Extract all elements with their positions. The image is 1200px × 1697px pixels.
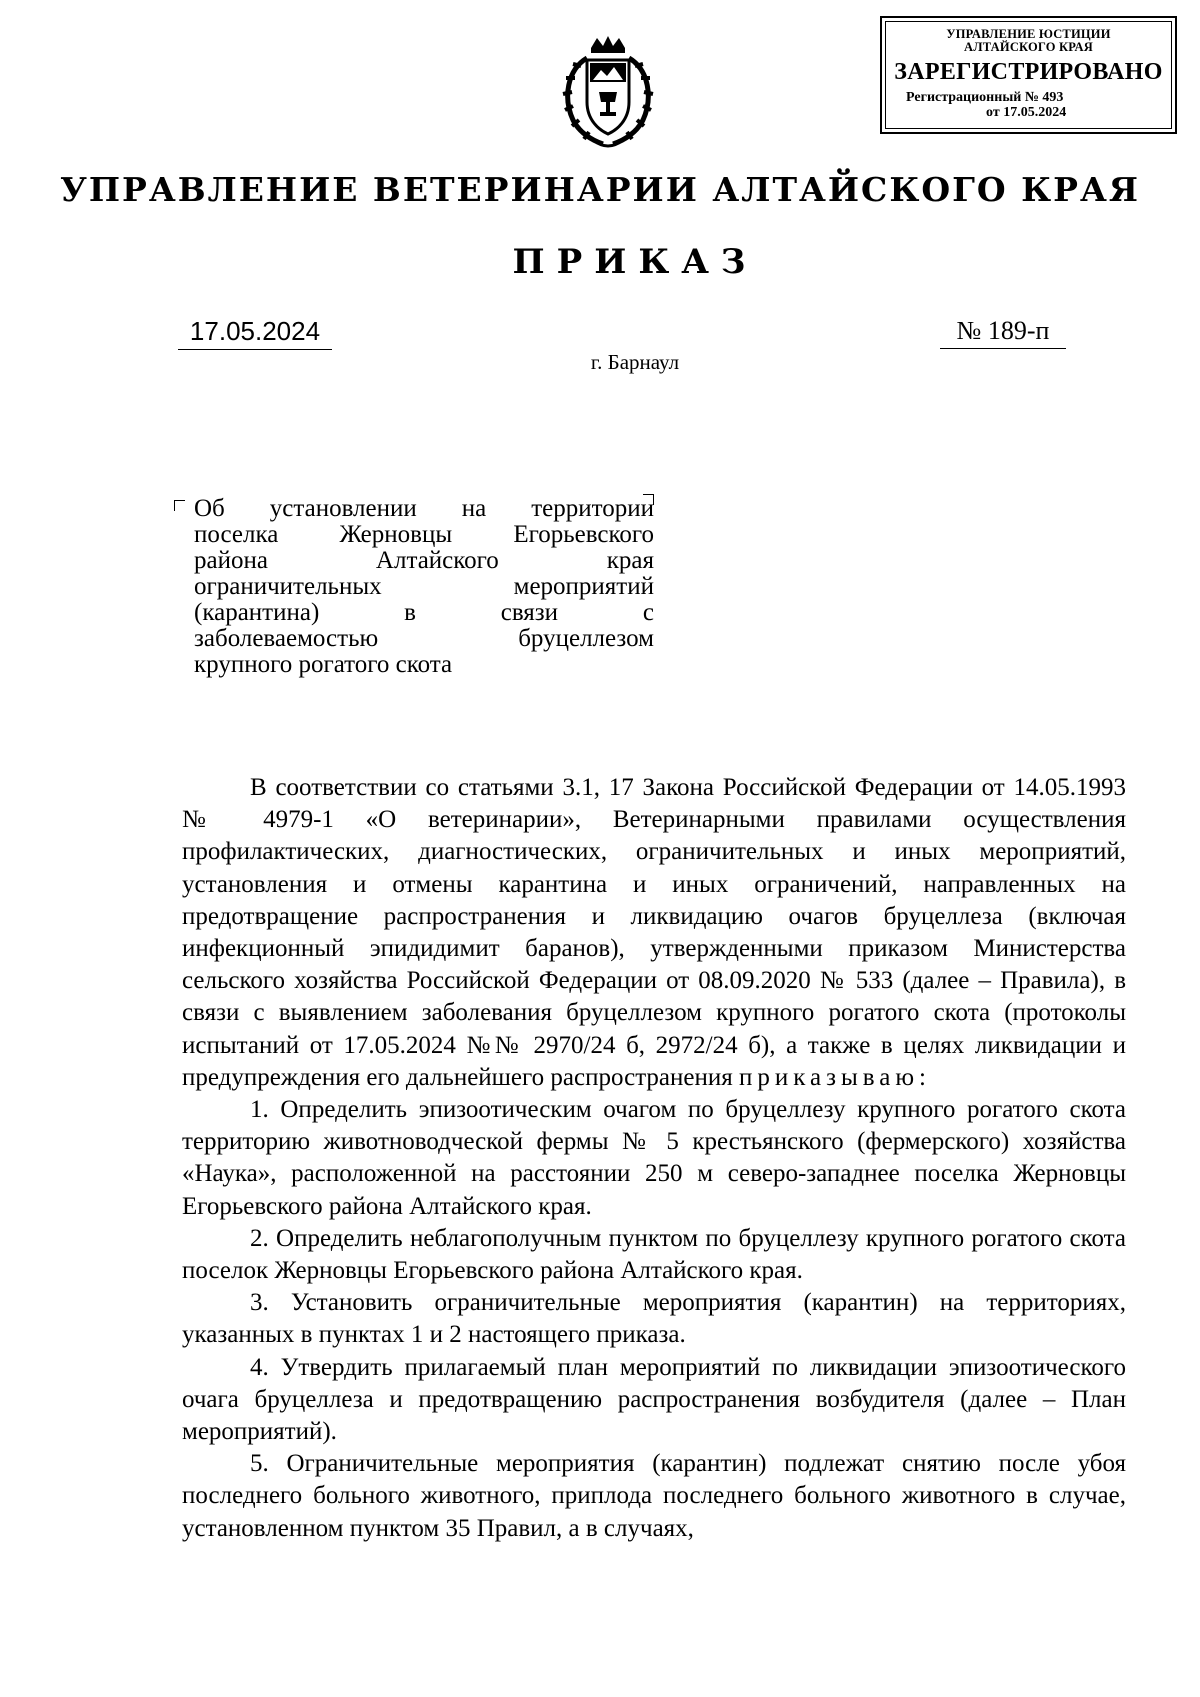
preamble-paragraph xyxy=(182,772,1126,1094)
stamp-org-line2: АЛТАЙСКОГО КРАЯ xyxy=(964,40,1093,55)
stamp-status: ЗАРЕГИСТРИРОВАНО xyxy=(894,59,1163,86)
order-item-5: 5. Ограничительные мероприятия (карантин) подлежат снятию после убоя последнего больного животного, приплода последнего больного животного в случае, установленном пунктом 35 Правил, а в случаях, xyxy=(182,1450,1126,1542)
document-date: 17.05.2024 xyxy=(178,316,332,350)
order-item-1: 1. Определить эпизоотическим очагом по бруцеллезу крупного рогатого скота территорию животноводческой фермы № 5 крестьянского (фермерского) хозяйства «Наука», расположенной на расстоянии 250 м северо-западнее поселка Жерновцы Егорьевского района Алтайского края. xyxy=(182,1096,1126,1220)
order-item-3: 3. Установить ограничительные мероприятия (карантин) на территориях, указанных в пунктах 1 и 2 настоящего приказа. xyxy=(182,1289,1126,1349)
stamp-org-line1: УПРАВЛЕНИЕ ЮСТИЦИИ xyxy=(946,27,1111,41)
agency-name: УПРАВЛЕНИЕ ВЕТЕРИНАРИИ АЛТАЙСКОГО КРАЯ xyxy=(60,170,1140,209)
stamp-reg-date: от 17.05.2024 xyxy=(986,105,1067,121)
order-item-4: 4. Утвердить прилагаемый план мероприятий по ликвидации эпизоотического очага бруцеллеза и предотвращению распространения возбудителя (далее – План мероприятий). xyxy=(182,1353,1126,1446)
subject-line: крупного рогатого скота xyxy=(194,651,453,678)
document-subject xyxy=(194,496,654,678)
document-number: № 189-п xyxy=(940,316,1066,349)
registration-stamp xyxy=(880,16,1177,134)
stamp-reg-number: Регистрационный № 493 xyxy=(906,90,1064,106)
subject-corner-left xyxy=(174,500,185,511)
subject-line: Об установлении на территории xyxy=(194,495,654,522)
document-city: г. Барнаул xyxy=(590,350,680,374)
subject-line: поселка Жерновцы Егорьевского xyxy=(194,521,654,548)
document-type: ПРИКАЗ xyxy=(512,242,758,282)
subject-line: ограничительных мероприятий xyxy=(194,573,654,600)
document-body xyxy=(182,772,1126,1545)
subject-line: заболеваемостью бруцеллезом xyxy=(194,625,654,652)
order-word: приказываю: xyxy=(739,1063,932,1091)
preamble-text: В соответствии со статьями 3.1, 17 Закона Российской Федерации от 14.05.1993 № 4979-1 «О ветеринарии», Ветеринарными правилами осуществления профилактических, диагностических, ограничительных и иных мероприятий, установления и отмены карантина и иных ограничений, направленных на предотвращение распространения и ликвидацию очагов бруцеллеза (включая инфекционный эпидидимит баранов), утвержденными приказом Министерства сельского хозяйства Российской Федерации от 08.09.2020 № 533 (далее – Правила), в связи с выявлением заболевания бруцеллезом крупного рогатого скота (протоколы испытаний от 17.05.2024 №№ 2970/24 б, 2972/24 б), а также в целях ликвидации и предупреждения его дальнейшего распространения xyxy=(182,774,1126,1091)
order-item-2: 2. Определить неблагополучным пунктом по бруцеллезу крупного рогатого скота поселок Жерновцы Егорьевского района Алтайского края. xyxy=(182,1224,1126,1285)
coat-of-arms-icon xyxy=(557,36,659,152)
subject-line: (карантина) в связи с xyxy=(194,599,654,626)
subject-line: района Алтайского края xyxy=(194,547,654,574)
